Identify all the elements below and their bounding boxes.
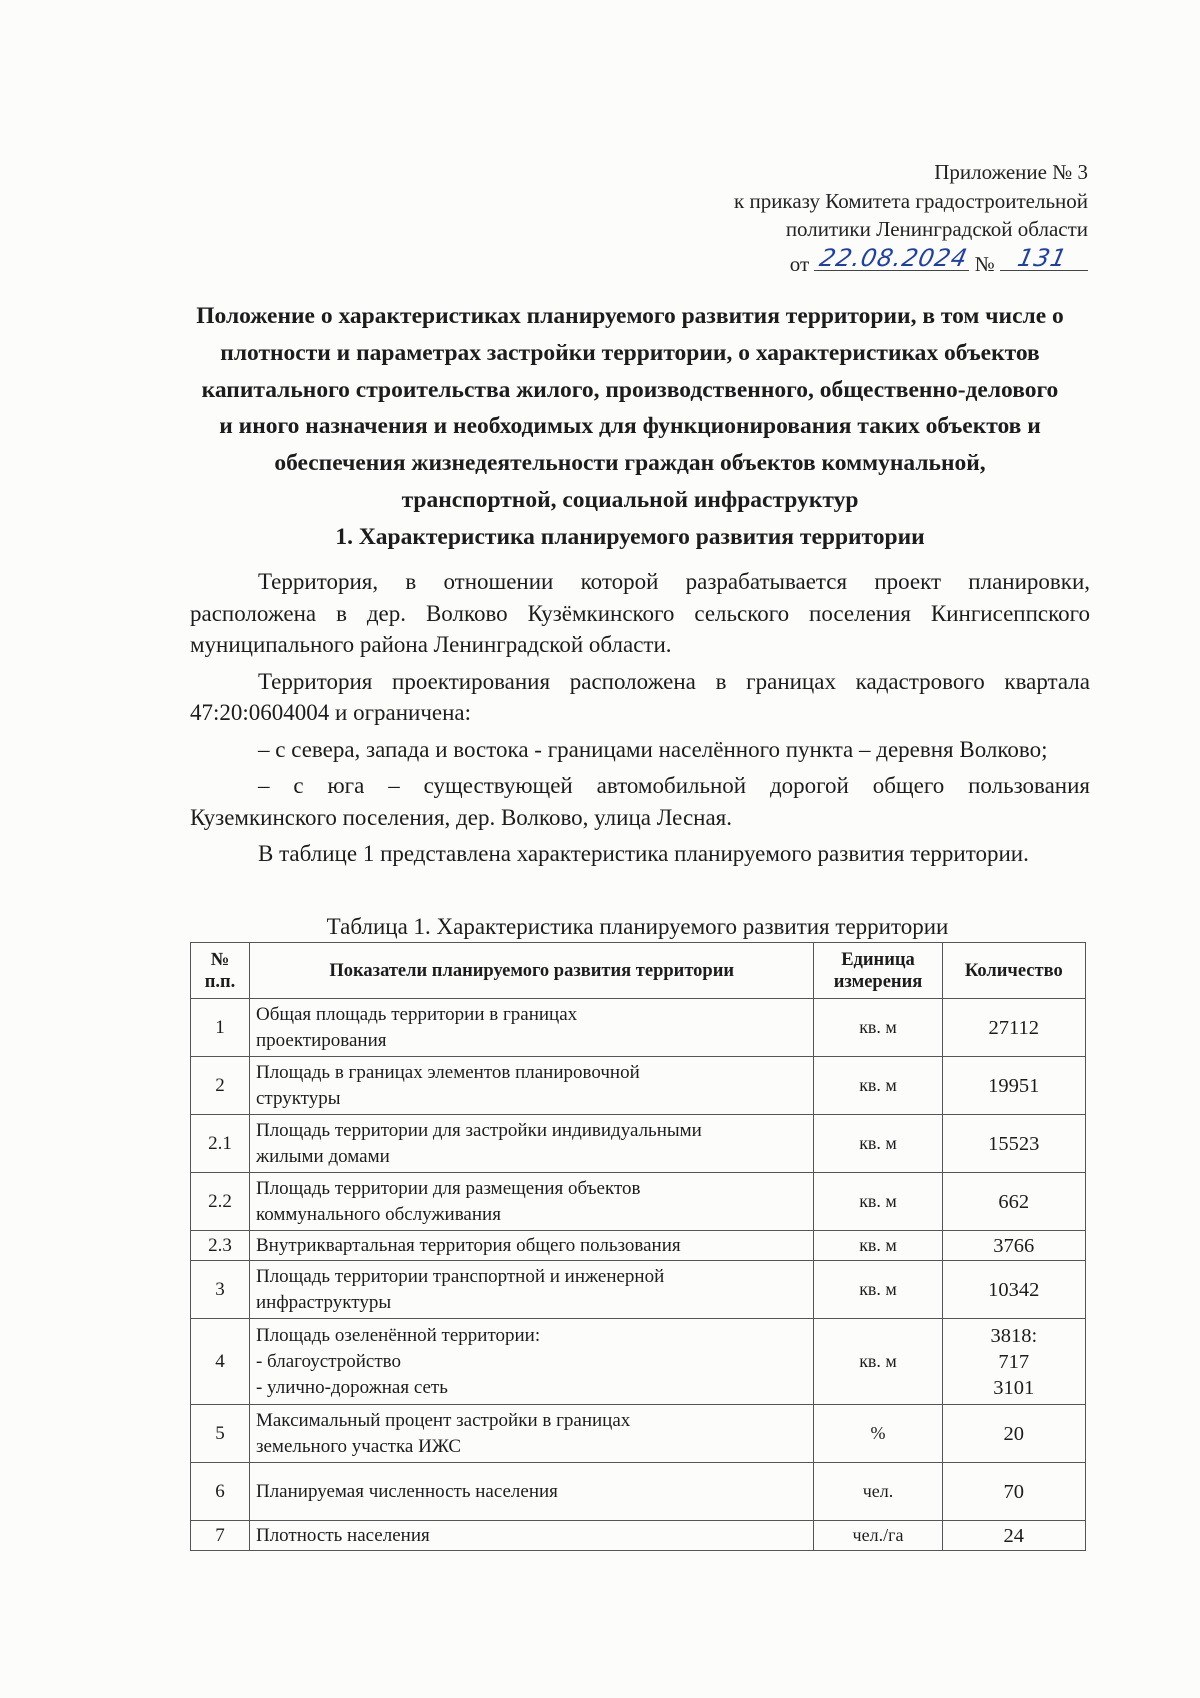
header-number: № п.п. <box>191 943 250 999</box>
paragraph-table-intro: В таблице 1 представлена характеристика планируемого развития территории. <box>258 841 1029 866</box>
row-indicator: Внутриквартальная территория общего пользования <box>249 1231 813 1261</box>
committee-name: политики Ленинградской области <box>785 217 1088 241</box>
row-quantity: 24 <box>942 1521 1085 1551</box>
section-heading: 1. Характеристика планируемого развития территории <box>335 524 925 550</box>
row-number: 6 <box>191 1463 250 1521</box>
paragraph-south: – с юга – существующей автомобильной дорогой общего пользования Куземкинского поселения, дер. Волково, улица Лесная. <box>190 773 1090 830</box>
header-unit: Единица измерения <box>814 943 942 999</box>
row-number: 1 <box>191 999 250 1057</box>
row-indicator: Общая площадь территории в границах проектирования <box>249 999 813 1057</box>
row-quantity: 15523 <box>942 1115 1085 1173</box>
row-number: 3 <box>191 1261 250 1319</box>
row-indicator: Планируемая численность населения <box>249 1463 813 1521</box>
date-field <box>814 244 969 271</box>
row-unit: чел. <box>814 1463 942 1521</box>
header-quantity: Количество <box>942 943 1085 999</box>
order-date-number-line <box>628 244 1088 279</box>
number-field <box>1000 244 1088 271</box>
row-unit: кв. м <box>814 1319 942 1405</box>
row-indicator: Площадь озеленённой территории: - благоустройство - улично-дорожная сеть <box>249 1319 813 1405</box>
row-number: 4 <box>191 1319 250 1405</box>
row-number: 2.3 <box>191 1231 250 1261</box>
paragraph-boundaries: Территория проектирования расположена в границах кадастрового квартала 47:20:0604004 и ограничена: <box>190 668 1090 725</box>
paragraph-north-west-east: – с севера, запада и востока - границами населённого пункта – деревня Волково; <box>258 736 1048 762</box>
row-indicator: Площадь территории для размещения объектов коммунального обслуживания <box>249 1173 813 1231</box>
handwritten-date: 22.08.2024 <box>817 244 971 272</box>
table-row <box>191 999 1086 1057</box>
row-unit: кв. м <box>814 999 942 1057</box>
row-unit: кв. м <box>814 1173 942 1231</box>
handwritten-number: 131 <box>1015 244 1070 272</box>
characteristics-table <box>190 942 1086 1551</box>
table-row <box>191 1463 1086 1521</box>
row-quantity: 3766 <box>942 1231 1085 1261</box>
row-indicator: Площадь территории для застройки индивидуальными жилыми домами <box>249 1115 813 1173</box>
row-unit: % <box>814 1405 942 1463</box>
row-quantity: 20 <box>942 1405 1085 1463</box>
row-quantity: 27112 <box>942 999 1085 1057</box>
body-text <box>190 566 1090 875</box>
order-reference: к приказу Комитета градостроительной <box>734 188 1088 213</box>
row-quantity: 10342 <box>942 1261 1085 1319</box>
row-number: 5 <box>191 1405 250 1463</box>
row-unit: кв. м <box>814 1115 942 1173</box>
paragraph-location: Территория, в отношении которой разрабатывается проект планировки, расположена в дер. Волково Кузёмкинского сельского поселения Кингисеппского муниципального района Ленинградской области. <box>190 569 1090 657</box>
table-row <box>191 1231 1086 1261</box>
row-number: 7 <box>191 1521 250 1551</box>
row-unit: кв. м <box>814 1231 942 1261</box>
row-indicator: Плотность населения <box>249 1521 813 1551</box>
table-row <box>191 1115 1086 1173</box>
table-row <box>191 1173 1086 1231</box>
row-quantity: 3818: 717 3101 <box>942 1319 1085 1405</box>
table-row <box>191 1521 1086 1551</box>
number-prefix: № <box>974 251 995 276</box>
table-row <box>191 1405 1086 1463</box>
table-caption: Таблица 1. Характеристика планируемого развития территории <box>326 914 949 939</box>
row-number: 2.2 <box>191 1173 250 1231</box>
row-quantity: 662 <box>942 1173 1085 1231</box>
appendix-label: Приложение № 3 <box>934 160 1088 184</box>
row-number: 2 <box>191 1057 250 1115</box>
date-prefix: от <box>789 251 810 276</box>
document-title: Положение о характеристиках планируемого развития территории, в том числе о плотности и параметрах застройки территории, о характеристиках объектов капитального строительства жилого, производственного, общественно-делового и иного назначения и необходимых для функционирования таких объектов и обеспечения жизнедеятельности граждан объектов коммунальной, транспортной, социальной инфраструктур <box>196 303 1064 513</box>
row-quantity: 70 <box>942 1463 1085 1521</box>
row-unit: кв. м <box>814 1057 942 1115</box>
table-header-row <box>191 943 1086 999</box>
row-quantity: 19951 <box>942 1057 1085 1115</box>
row-indicator: Площадь в границах элементов планировочной структуры <box>249 1057 813 1115</box>
table-row <box>191 1319 1086 1405</box>
row-number: 2.1 <box>191 1115 250 1173</box>
header-indicator: Показатели планируемого развития территории <box>249 943 813 999</box>
table-row <box>191 1261 1086 1319</box>
row-indicator: Площадь территории транспортной и инженерной инфраструктуры <box>249 1261 813 1319</box>
row-indicator: Максимальный процент застройки в границах земельного участка ИЖС <box>249 1405 813 1463</box>
table-row <box>191 1057 1086 1115</box>
approval-block <box>628 158 1088 278</box>
row-unit: чел./га <box>814 1521 942 1551</box>
row-unit: кв. м <box>814 1261 942 1319</box>
